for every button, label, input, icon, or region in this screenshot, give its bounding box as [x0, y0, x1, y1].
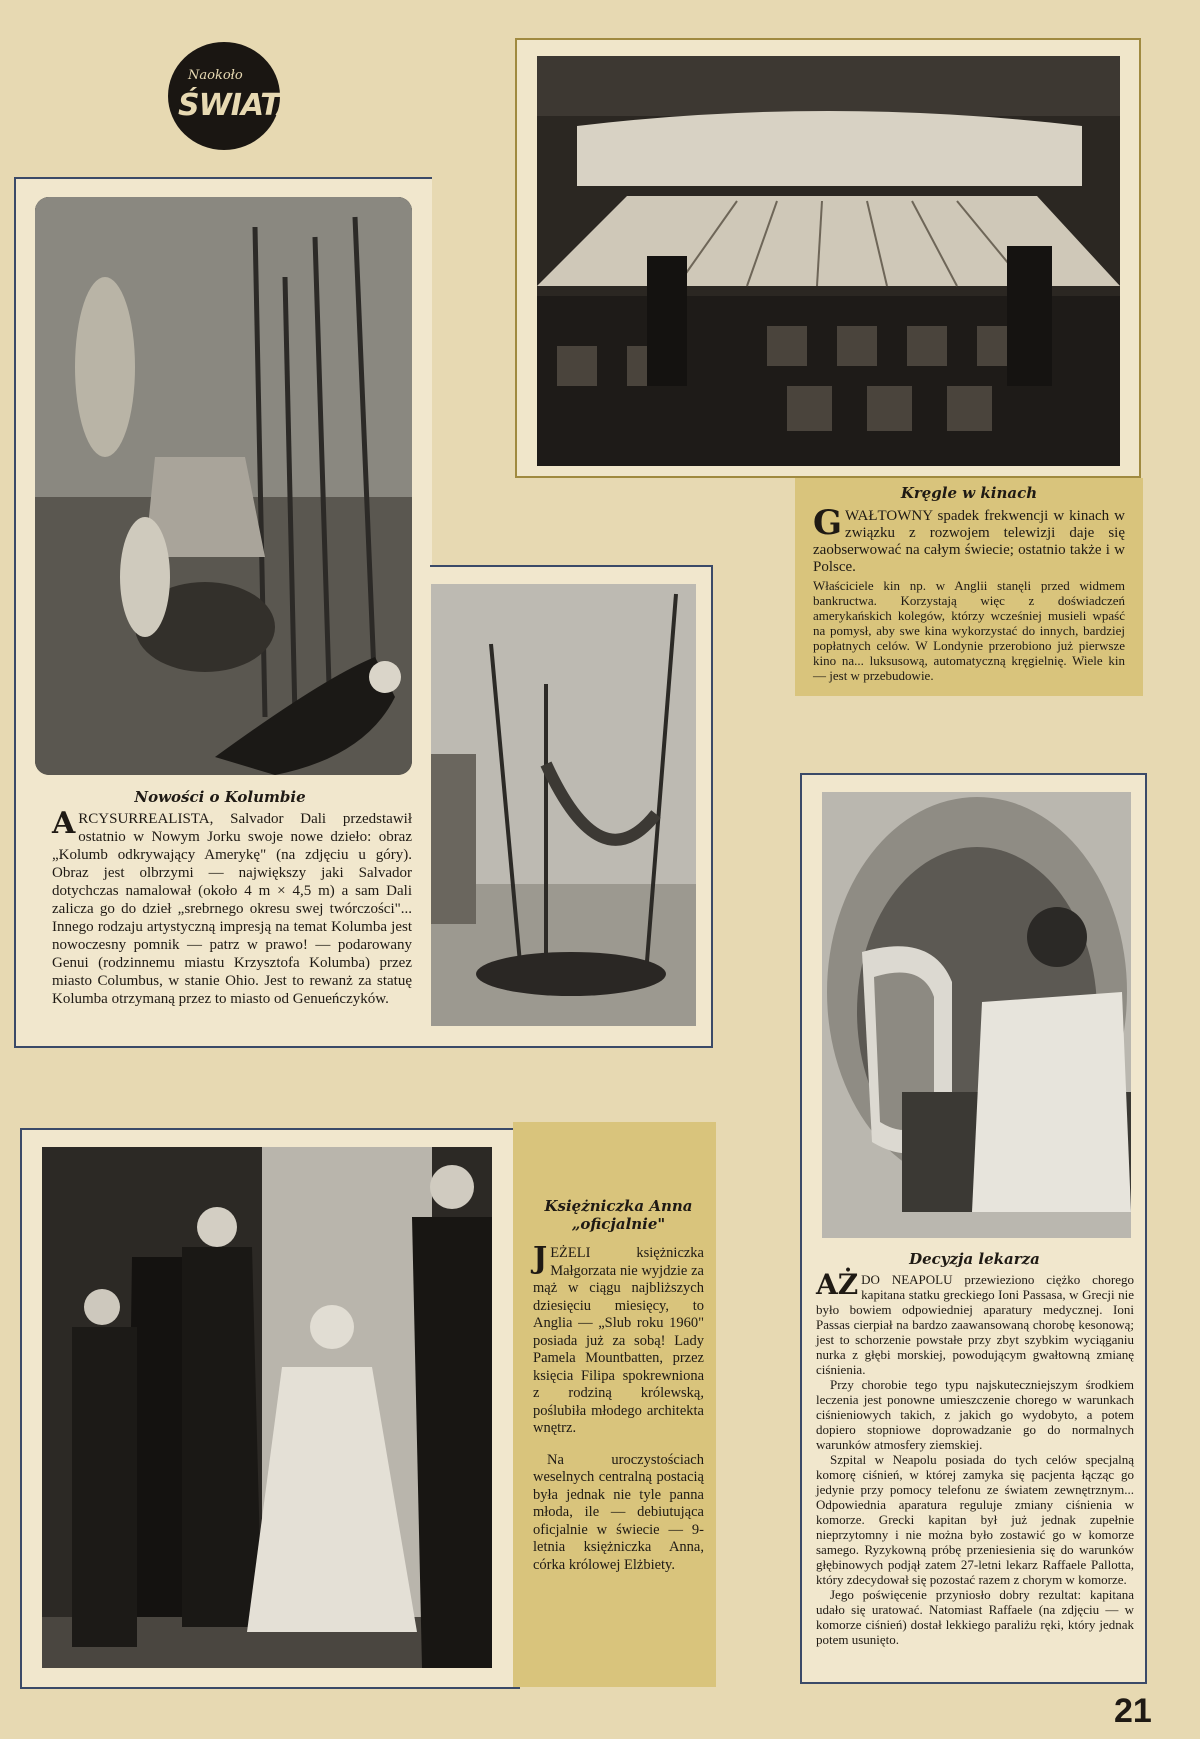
doctor-p3: Szpital w Neapolu posiada do tych celów specjalną komorę ciśnień, w której zamyka się pacjenta łącząc go jedynie przy pomocy telefonu ze światem zewnętrznym... Odpowiednia aparatura reguluje zmiany ciśnienia w komorze. Grecki kapitan był już jednak zupełnie nieprzytomny i nie można było zostawić go w komorze samego. Ryzykowną próbę przeniesienia się do warunków głębinowych podjął zatem 27-letni lekarz Raffaele Pallotta, który zdecydował się pozostać razem z chorym w komorze. [816, 1452, 1134, 1587]
logo-line1: Naokoło [188, 68, 243, 83]
columbus-body: RCYSURREALISTA, Salvador Dali przedstawił ostatnio w Nowym Jorku swoje nowe dzieło: obraz „Kolumb odkrywający Amerykę" (na zdjęciu u góry). Obraz jest olbrzymi — największy jaki Salvador dotychczas namalował (około 4 m × 4,5 m) a sam Dali zalicza go do dzieł „srebrnego okresu swej twórczości"... Innego rodzaju artystyczną impresją na temat Kolumba jest nowoczesny pomnik — patrz w prawo! — podarowany Genui (rodzinnemu miastu Krzysztofa Kolumba) przez miasto Columbus, w stanie Ohio. Jest to rewanż za statuę Kolumba otrzymaną przez to miasto od Genueńczyków. [52, 811, 412, 1007]
logo-line2: ŚWIATA [178, 88, 300, 123]
anna-heading-line2: „oficjalnie" [571, 1215, 666, 1233]
anna-article [513, 1122, 716, 1687]
bowling-photo-frame [515, 38, 1141, 478]
dali-painting-photo [35, 197, 412, 775]
doctor-p4: Jego poświęcenie przyniosło dobry rezultat: kapitana udało się uratować. Natomiast Raffaele (na zdjęciu — w komorze ciśnień) dostał lekkiego paraliżu ręki, który jednak potem usunięto. [816, 1587, 1134, 1647]
columbus-article [52, 806, 412, 1008]
columbus-monument-photo [431, 584, 696, 1026]
doctor-article [816, 1268, 1134, 1647]
anna-heading-line1: Księżniczka Anna [544, 1197, 693, 1215]
columbus-heading: Nowości o Kolumbie [134, 788, 306, 806]
doctor-p1: DO NEAPOLU przewieziono ciężko chorego kapitana statku greckiego Ioni Passasa, w Grecji nie było bowiem odpowiedniej aparatury medycznej. Ioni Passas cierpiał na bardzo zaawansowaną chorobę kesonową; jest to schorzenie powstałe przy zbyt szybkim wyciąganiu nurka z głębi morskiej, powodującym gwałtowną zmianę ciśnienia. [816, 1272, 1134, 1377]
anna-p1: EŻELI księżniczka Małgorzata nie wyjdzie za mąż w ciągu najbliższych dziesięciu miesięcy, to Anglia — „Slub roku 1960" posiada już za sobą! Lady Pamela Mountbatten, przez księcia Filipa spokrewniona z rodziną królewską, poślubiła młodego architekta wnętrz. [533, 1245, 704, 1436]
anna-frame [20, 1128, 520, 1689]
columbus-dropcap: A [52, 806, 76, 841]
anna-p2: Na uroczystościach weselnych centralną postacią była jednak nie tyle panna młoda, ile — debiutująca oficjalnie w świecie — 9-letnia księżniczka Anna, córka królowej Elżbiety. [533, 1451, 704, 1573]
doctor-heading: Decyzja lekarza [909, 1250, 1040, 1268]
page-number: 21 [1114, 1692, 1152, 1730]
wedding-photo [42, 1147, 492, 1668]
bowling-article [795, 478, 1143, 696]
bowling-heading: Kręgle w kinach [900, 484, 1038, 502]
anna-dropcap: J [533, 1241, 548, 1276]
pressure-chamber-photo [822, 792, 1131, 1238]
bowling-alley-photo [537, 56, 1120, 466]
doctor-frame [800, 773, 1147, 1684]
bowling-lead-text: WAŁTOWNY spadek frekwencji w kinach w związku z rozwojem telewizji daje się zaobserwować na całym świecie; ostatnio także i w Polsce. [813, 508, 1125, 575]
bowling-dropcap: G [813, 503, 843, 543]
bowling-lead [813, 503, 1125, 576]
doctor-p2: Przy chorobie tego typu najskuteczniejszym środkiem leczenia jest ponowne umieszczenie chorego w warunkach ciśnieniowych takich, z jakich go wydobyto, a potem dopiero stopniowe doprowadzanie go do normalnych warunków atmosfery ziemskiej. [816, 1377, 1134, 1452]
anna-p1-wrap [533, 1241, 704, 1438]
bowling-body: Właściciele kin np. w Anglii stanęli przed widmem bankructwa. Korzystają więc z doświadczeń amerykańskich kolegów, którzy wcześniej musieli wpaść na pomysł, aby swe kina wykorzystać do innych, bardziej popłatnych celów. W Londynie przerobiono już pierwsze kino na... luksusową, automatyczną kręgielnię. Wiele kin — jest w przebudowie. [813, 578, 1125, 683]
magazine-logo [168, 42, 300, 150]
doctor-dropcap: AŻ [816, 1268, 859, 1301]
